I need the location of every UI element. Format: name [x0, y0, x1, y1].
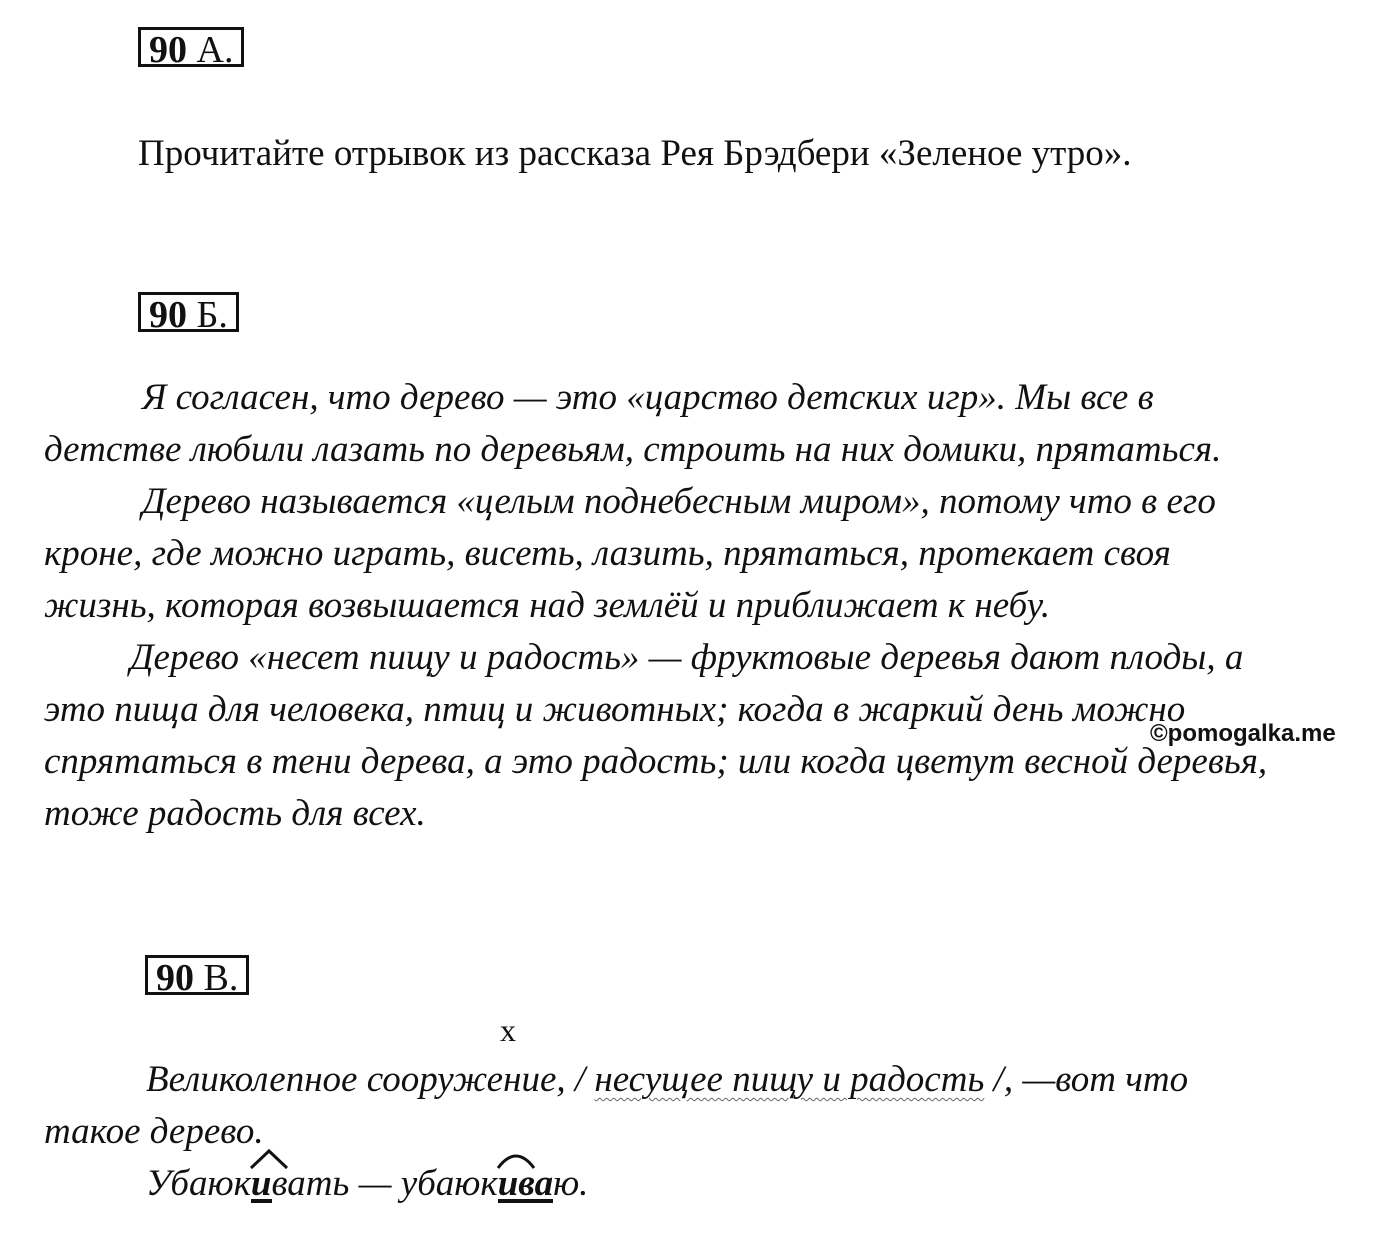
task-number: 90 [149, 294, 187, 336]
answer-line: жизнь, которая возвышается над землёй и приближает к небу. [44, 585, 1051, 626]
parsed-sentence-line-1 [146, 1058, 1188, 1102]
task-label-90v [145, 955, 249, 999]
parsed-sentence-line-2: такое дерево. [44, 1111, 264, 1152]
suffix-arc-icon [249, 1148, 289, 1170]
answer-line: Дерево называется «целым поднебесным миром», потому что в его [142, 481, 1216, 522]
task-number: 90 [149, 29, 187, 71]
word-part: вать [271, 1163, 350, 1204]
answer-line: Дерево «несет пищу и радость» — фруктовые деревья дают плоды, а [130, 637, 1244, 678]
suffix-mark [498, 1162, 553, 1206]
answer-line: детстве любили лазать по деревьям, строить на них домики, прятаться. [44, 429, 1222, 470]
word-part: Убаюк [146, 1163, 251, 1204]
suffix-arc-icon [496, 1148, 536, 1170]
task-letter: А. [196, 29, 234, 71]
word-analysis-line [146, 1162, 588, 1206]
task-letter: В. [203, 957, 239, 999]
answer-line: это пища для человека, птиц и животных; когда в жаркий день можно [44, 689, 1186, 730]
word-part: убаюк [400, 1163, 498, 1204]
suffix-letters: ива [497, 1163, 554, 1204]
suffix-letters: и [250, 1163, 272, 1204]
parse-mark: x [500, 1012, 516, 1048]
sentence-part: Великолепное сооружение, / [146, 1059, 595, 1100]
task-a-instruction: Прочитайте отрывок из рассказа Рея Брэдбери «Зеленое утро». [138, 133, 1132, 174]
answer-line: спрятаться в тени дерева, а это радость; или когда цветут весной деревья, [44, 741, 1268, 782]
task-number: 90 [156, 957, 194, 999]
participle-phrase: несущее пищу и радость [594, 1059, 985, 1100]
sentence-part: /, —вот что [984, 1059, 1189, 1100]
watermark: ©pomogalka.me [1150, 720, 1336, 747]
task-label-90b [138, 292, 239, 336]
answer-line: тоже радость для всех. [44, 793, 426, 834]
word-part: ю. [553, 1163, 589, 1204]
suffix-mark [251, 1162, 272, 1206]
task-letter: Б. [196, 294, 228, 336]
word-dash: — [349, 1163, 401, 1204]
answer-line: кроне, где можно играть, висеть, лазить, прятаться, протекает своя [44, 533, 1171, 574]
task-label-90a [138, 27, 244, 71]
answer-line: Я согласен, что дерево — это «царство детских игр». Мы все в [142, 377, 1154, 418]
